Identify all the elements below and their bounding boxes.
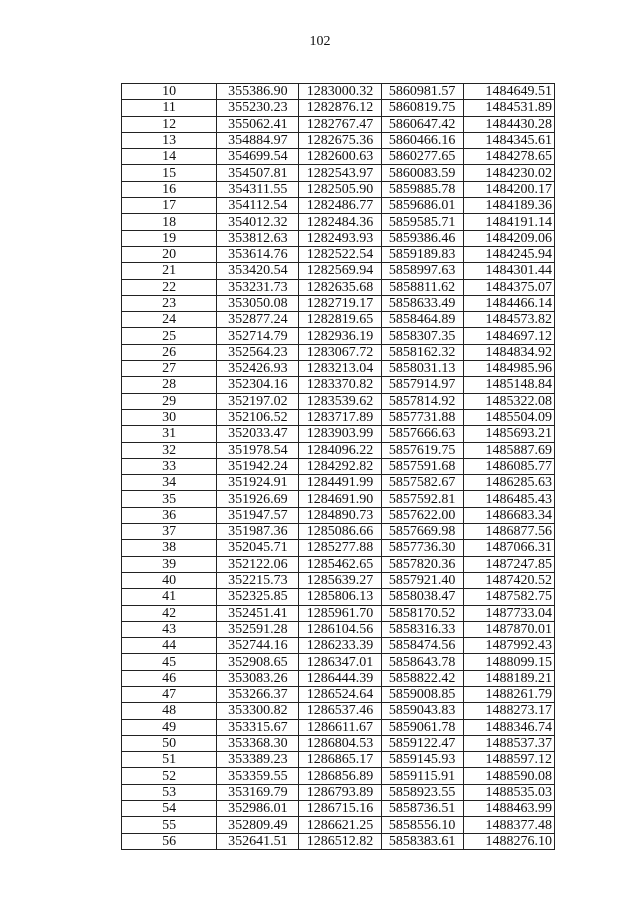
row-index-cell: 27 — [122, 361, 217, 377]
coordinate-cell: 1282936.19 — [299, 328, 381, 344]
coordinate-cell: 5858162.32 — [381, 344, 463, 360]
table-row — [122, 116, 555, 132]
coordinate-cell: 1282719.17 — [299, 295, 381, 311]
row-index-cell: 20 — [122, 246, 217, 262]
coordinate-cell: 1484209.06 — [463, 230, 554, 246]
coordinate-cell: 352451.41 — [217, 605, 299, 621]
row-index-cell: 34 — [122, 475, 217, 491]
coordinate-cell: 1282569.94 — [299, 263, 381, 279]
coordinate-cell: 1286715.16 — [299, 801, 381, 817]
coordinate-cell: 352325.85 — [217, 589, 299, 605]
coordinate-cell: 1286537.46 — [299, 703, 381, 719]
table-row — [122, 214, 555, 230]
coordinates-table — [121, 83, 555, 850]
row-index-cell: 39 — [122, 556, 217, 572]
coordinate-cell: 5860277.65 — [381, 149, 463, 165]
coordinate-cell: 1487992.43 — [463, 638, 554, 654]
coordinate-cell: 1484245.94 — [463, 246, 554, 262]
row-index-cell: 26 — [122, 344, 217, 360]
row-index-cell: 21 — [122, 263, 217, 279]
coordinate-cell: 5858643.78 — [381, 654, 463, 670]
coordinate-cell: 1283370.82 — [299, 377, 381, 393]
coordinate-cell: 1286865.17 — [299, 752, 381, 768]
coordinate-cell: 5858316.33 — [381, 621, 463, 637]
coordinate-cell: 5858307.35 — [381, 328, 463, 344]
coordinate-cell: 1286512.82 — [299, 833, 381, 849]
coordinate-cell: 1283213.04 — [299, 361, 381, 377]
row-index-cell: 41 — [122, 589, 217, 605]
coordinate-cell: 354699.54 — [217, 149, 299, 165]
coordinate-cell: 351947.57 — [217, 507, 299, 523]
row-index-cell: 51 — [122, 752, 217, 768]
row-index-cell: 52 — [122, 768, 217, 784]
coordinate-cell: 352304.16 — [217, 377, 299, 393]
coordinate-cell: 5859115.91 — [381, 768, 463, 784]
coordinate-cell: 351978.54 — [217, 442, 299, 458]
coordinate-cell: 5858822.42 — [381, 670, 463, 686]
coordinate-cell: 1282484.36 — [299, 214, 381, 230]
coordinate-cell: 355386.90 — [217, 84, 299, 100]
coordinate-cell: 5858997.63 — [381, 263, 463, 279]
coordinate-cell: 1284890.73 — [299, 507, 381, 523]
table-row — [122, 654, 555, 670]
coordinate-cell: 1285961.70 — [299, 605, 381, 621]
coordinate-cell: 1286524.64 — [299, 686, 381, 702]
coordinate-cell: 5857591.68 — [381, 458, 463, 474]
coordinate-cell: 354507.81 — [217, 165, 299, 181]
row-index-cell: 54 — [122, 801, 217, 817]
coordinate-cell: 5859885.78 — [381, 181, 463, 197]
coordinate-cell: 1285806.13 — [299, 589, 381, 605]
coordinate-cell: 1484191.14 — [463, 214, 554, 230]
coordinate-cell: 5857820.36 — [381, 556, 463, 572]
row-index-cell: 22 — [122, 279, 217, 295]
row-index-cell: 35 — [122, 491, 217, 507]
coordinate-cell: 5860981.57 — [381, 84, 463, 100]
coordinate-cell: 1286856.89 — [299, 768, 381, 784]
coordinate-cell: 352877.24 — [217, 312, 299, 328]
row-index-cell: 16 — [122, 181, 217, 197]
table-row — [122, 719, 555, 735]
row-index-cell: 37 — [122, 524, 217, 540]
coordinate-cell: 1286621.25 — [299, 817, 381, 833]
table-row — [122, 507, 555, 523]
coordinate-cell: 355062.41 — [217, 116, 299, 132]
coordinate-cell: 1488537.37 — [463, 735, 554, 751]
coordinate-cell: 1283067.72 — [299, 344, 381, 360]
coordinate-cell: 1488346.74 — [463, 719, 554, 735]
coordinate-cell: 1485148.84 — [463, 377, 554, 393]
coordinate-cell: 351987.36 — [217, 524, 299, 540]
coordinate-cell: 1488597.12 — [463, 752, 554, 768]
row-index-cell: 30 — [122, 409, 217, 425]
coordinate-cell: 1286611.67 — [299, 719, 381, 735]
coordinate-cell: 1282819.65 — [299, 312, 381, 328]
table-row — [122, 198, 555, 214]
table-row — [122, 605, 555, 621]
coordinate-cell: 353812.63 — [217, 230, 299, 246]
coordinate-cell: 5858474.56 — [381, 638, 463, 654]
coordinate-cell: 1487870.01 — [463, 621, 554, 637]
row-index-cell: 38 — [122, 540, 217, 556]
table-row — [122, 361, 555, 377]
coordinate-cell: 1286233.39 — [299, 638, 381, 654]
coordinate-cell: 5859145.93 — [381, 752, 463, 768]
coordinate-cell: 5857666.63 — [381, 426, 463, 442]
table-row — [122, 442, 555, 458]
coordinate-cell: 5857592.81 — [381, 491, 463, 507]
table-row — [122, 426, 555, 442]
coordinate-cell: 5857619.75 — [381, 442, 463, 458]
coordinate-cell: 1484301.44 — [463, 263, 554, 279]
coordinate-cell: 351924.91 — [217, 475, 299, 491]
coordinate-cell: 352033.47 — [217, 426, 299, 442]
row-index-cell: 32 — [122, 442, 217, 458]
coordinate-cell: 5857914.97 — [381, 377, 463, 393]
table-row — [122, 524, 555, 540]
table-row — [122, 556, 555, 572]
coordinate-cell: 1283000.32 — [299, 84, 381, 100]
coordinate-cell: 352426.93 — [217, 361, 299, 377]
coordinates-table-body — [122, 84, 555, 850]
table-row — [122, 589, 555, 605]
row-index-cell: 24 — [122, 312, 217, 328]
coordinate-cell: 5859122.47 — [381, 735, 463, 751]
coordinate-cell: 1488535.03 — [463, 784, 554, 800]
page-number: 102 — [309, 34, 331, 49]
coordinate-cell: 352197.02 — [217, 393, 299, 409]
coordinate-cell: 1282505.90 — [299, 181, 381, 197]
coordinate-cell: 1486085.77 — [463, 458, 554, 474]
coordinate-cell: 1283903.99 — [299, 426, 381, 442]
coordinate-cell: 352908.65 — [217, 654, 299, 670]
table-row — [122, 491, 555, 507]
coordinate-cell: 1485693.21 — [463, 426, 554, 442]
coordinate-cell: 1488276.10 — [463, 833, 554, 849]
coordinate-cell: 352809.49 — [217, 817, 299, 833]
coordinate-cell: 353050.08 — [217, 295, 299, 311]
coordinate-cell: 353169.79 — [217, 784, 299, 800]
table-row — [122, 621, 555, 637]
table-row — [122, 801, 555, 817]
table-row — [122, 230, 555, 246]
row-index-cell: 36 — [122, 507, 217, 523]
coordinate-cell: 1286804.53 — [299, 735, 381, 751]
coordinate-cell: 353614.76 — [217, 246, 299, 262]
table-row — [122, 149, 555, 165]
coordinate-cell: 1485322.08 — [463, 393, 554, 409]
coordinate-cell: 5858038.47 — [381, 589, 463, 605]
table-row — [122, 165, 555, 181]
coordinate-cell: 352714.79 — [217, 328, 299, 344]
table-row — [122, 295, 555, 311]
coordinate-cell: 5859189.83 — [381, 246, 463, 262]
coordinate-cell: 1285277.88 — [299, 540, 381, 556]
coordinate-cell: 1282635.68 — [299, 279, 381, 295]
coordinate-cell: 1286793.89 — [299, 784, 381, 800]
row-index-cell: 11 — [122, 100, 217, 116]
coordinate-cell: 354311.55 — [217, 181, 299, 197]
coordinate-cell: 1282522.54 — [299, 246, 381, 262]
coordinate-cell: 1488189.21 — [463, 670, 554, 686]
coordinate-cell: 5858031.13 — [381, 361, 463, 377]
row-index-cell: 55 — [122, 817, 217, 833]
coordinate-cell: 352591.28 — [217, 621, 299, 637]
coordinate-cell: 5860466.16 — [381, 132, 463, 148]
coordinate-cell: 5859008.85 — [381, 686, 463, 702]
row-index-cell: 53 — [122, 784, 217, 800]
row-index-cell: 48 — [122, 703, 217, 719]
coordinate-cell: 354012.32 — [217, 214, 299, 230]
coordinate-cell: 1484531.89 — [463, 100, 554, 116]
table-row — [122, 670, 555, 686]
coordinate-cell: 1282493.93 — [299, 230, 381, 246]
coordinate-cell: 1283539.62 — [299, 393, 381, 409]
coordinate-cell: 1484985.96 — [463, 361, 554, 377]
coordinate-cell: 5858170.52 — [381, 605, 463, 621]
row-index-cell: 40 — [122, 572, 217, 588]
coordinate-cell: 352641.51 — [217, 833, 299, 849]
coordinate-cell: 351926.69 — [217, 491, 299, 507]
table-row — [122, 263, 555, 279]
coordinate-cell: 352215.73 — [217, 572, 299, 588]
coordinate-cell: 5857731.88 — [381, 409, 463, 425]
coordinate-cell: 1486485.43 — [463, 491, 554, 507]
coordinate-cell: 1484430.28 — [463, 116, 554, 132]
table-row — [122, 735, 555, 751]
row-index-cell: 19 — [122, 230, 217, 246]
coordinate-cell: 5859061.78 — [381, 719, 463, 735]
coordinate-cell: 1485887.69 — [463, 442, 554, 458]
coordinate-cell: 5858923.55 — [381, 784, 463, 800]
coordinate-cell: 5858464.89 — [381, 312, 463, 328]
coordinate-cell: 353300.82 — [217, 703, 299, 719]
coordinate-cell: 1282543.97 — [299, 165, 381, 181]
coordinate-cell: 1486877.56 — [463, 524, 554, 540]
row-index-cell: 18 — [122, 214, 217, 230]
coordinate-cell: 5857669.98 — [381, 524, 463, 540]
coordinate-cell: 1484573.82 — [463, 312, 554, 328]
coordinate-cell: 1484834.92 — [463, 344, 554, 360]
table-row — [122, 784, 555, 800]
table-row — [122, 312, 555, 328]
row-index-cell: 45 — [122, 654, 217, 670]
table-row — [122, 703, 555, 719]
row-index-cell: 56 — [122, 833, 217, 849]
coordinate-cell: 5859585.71 — [381, 214, 463, 230]
coordinate-cell: 1488377.48 — [463, 817, 554, 833]
table-row — [122, 475, 555, 491]
row-index-cell: 23 — [122, 295, 217, 311]
coordinate-cell: 1282675.36 — [299, 132, 381, 148]
table-row — [122, 393, 555, 409]
row-index-cell: 44 — [122, 638, 217, 654]
coordinate-cell: 354884.97 — [217, 132, 299, 148]
table-row — [122, 638, 555, 654]
coordinate-cell: 353266.37 — [217, 686, 299, 702]
row-index-cell: 17 — [122, 198, 217, 214]
coordinate-cell: 353315.67 — [217, 719, 299, 735]
row-index-cell: 25 — [122, 328, 217, 344]
coordinate-cell: 1487420.52 — [463, 572, 554, 588]
coordinate-cell: 353231.73 — [217, 279, 299, 295]
coordinate-cell: 5858736.51 — [381, 801, 463, 817]
coordinate-cell: 5859043.83 — [381, 703, 463, 719]
table-row — [122, 540, 555, 556]
coordinate-cell: 5857622.00 — [381, 507, 463, 523]
coordinate-cell: 1487733.04 — [463, 605, 554, 621]
coordinate-cell: 1484278.65 — [463, 149, 554, 165]
row-index-cell: 43 — [122, 621, 217, 637]
coordinate-cell: 1283717.89 — [299, 409, 381, 425]
coordinate-cell: 5860819.75 — [381, 100, 463, 116]
table-row — [122, 181, 555, 197]
row-index-cell: 15 — [122, 165, 217, 181]
coordinate-cell: 1286104.56 — [299, 621, 381, 637]
table-row — [122, 752, 555, 768]
coordinate-cell: 353368.30 — [217, 735, 299, 751]
coordinate-cell: 1286347.01 — [299, 654, 381, 670]
table-row — [122, 246, 555, 262]
row-index-cell: 28 — [122, 377, 217, 393]
coordinate-cell: 1484375.07 — [463, 279, 554, 295]
row-index-cell: 50 — [122, 735, 217, 751]
coordinate-cell: 1486285.63 — [463, 475, 554, 491]
table-row — [122, 132, 555, 148]
coordinate-cell: 1284292.82 — [299, 458, 381, 474]
row-index-cell: 33 — [122, 458, 217, 474]
coordinate-cell: 351942.24 — [217, 458, 299, 474]
table-row — [122, 409, 555, 425]
table-row — [122, 817, 555, 833]
table-row — [122, 100, 555, 116]
coordinate-cell: 1282876.12 — [299, 100, 381, 116]
table-row — [122, 377, 555, 393]
row-index-cell: 10 — [122, 84, 217, 100]
coordinate-cell: 1284691.90 — [299, 491, 381, 507]
coordinate-cell: 1488273.17 — [463, 703, 554, 719]
coordinate-cell: 1484697.12 — [463, 328, 554, 344]
coordinate-cell: 353359.55 — [217, 768, 299, 784]
coordinate-cell: 353083.26 — [217, 670, 299, 686]
coordinate-cell: 1488590.08 — [463, 768, 554, 784]
coordinate-cell: 1284096.22 — [299, 442, 381, 458]
table-row — [122, 768, 555, 784]
row-index-cell: 47 — [122, 686, 217, 702]
coordinate-cell: 352986.01 — [217, 801, 299, 817]
coordinate-cell: 5860083.59 — [381, 165, 463, 181]
coordinate-cell: 5858811.62 — [381, 279, 463, 295]
table-row — [122, 572, 555, 588]
coordinate-cell: 352744.16 — [217, 638, 299, 654]
coordinate-cell: 1486683.34 — [463, 507, 554, 523]
row-index-cell: 13 — [122, 132, 217, 148]
coordinate-cell: 1487247.85 — [463, 556, 554, 572]
row-index-cell: 49 — [122, 719, 217, 735]
coordinate-cell: 1488099.15 — [463, 654, 554, 670]
coordinate-cell: 5859686.01 — [381, 198, 463, 214]
coordinate-cell: 1487582.75 — [463, 589, 554, 605]
row-index-cell: 14 — [122, 149, 217, 165]
coordinate-cell: 1487066.31 — [463, 540, 554, 556]
coordinate-cell: 352106.52 — [217, 409, 299, 425]
coordinate-cell: 5857582.67 — [381, 475, 463, 491]
coordinate-cell: 1285086.66 — [299, 524, 381, 540]
coordinate-cell: 1285462.65 — [299, 556, 381, 572]
row-index-cell: 29 — [122, 393, 217, 409]
coordinate-cell: 1484345.61 — [463, 132, 554, 148]
coordinate-cell: 352045.71 — [217, 540, 299, 556]
coordinate-cell: 1484189.36 — [463, 198, 554, 214]
coordinate-cell: 1484649.51 — [463, 84, 554, 100]
coordinate-cell: 353420.54 — [217, 263, 299, 279]
coordinate-cell: 353389.23 — [217, 752, 299, 768]
coordinate-cell: 1485504.09 — [463, 409, 554, 425]
coordinate-cell: 1484200.17 — [463, 181, 554, 197]
row-index-cell: 31 — [122, 426, 217, 442]
coordinate-cell: 1284491.99 — [299, 475, 381, 491]
coordinate-cell: 1282600.63 — [299, 149, 381, 165]
table-row — [122, 686, 555, 702]
coordinate-cell: 5857736.30 — [381, 540, 463, 556]
coordinate-cell: 5857814.92 — [381, 393, 463, 409]
coordinate-cell: 5858383.61 — [381, 833, 463, 849]
coordinate-cell: 5860647.42 — [381, 116, 463, 132]
coordinate-cell: 1488261.79 — [463, 686, 554, 702]
coordinate-cell: 1282486.77 — [299, 198, 381, 214]
coordinate-cell: 5859386.46 — [381, 230, 463, 246]
table-row — [122, 328, 555, 344]
coordinate-cell: 1285639.27 — [299, 572, 381, 588]
coordinate-cell: 1282767.47 — [299, 116, 381, 132]
coordinate-cell: 1484230.02 — [463, 165, 554, 181]
row-index-cell: 46 — [122, 670, 217, 686]
table-row — [122, 458, 555, 474]
row-index-cell: 12 — [122, 116, 217, 132]
table-row — [122, 833, 555, 849]
coordinate-cell: 5858633.49 — [381, 295, 463, 311]
coordinate-cell: 1484466.14 — [463, 295, 554, 311]
coordinate-cell: 354112.54 — [217, 198, 299, 214]
table-row — [122, 84, 555, 100]
row-index-cell: 42 — [122, 605, 217, 621]
coordinate-cell: 5858556.10 — [381, 817, 463, 833]
coordinate-cell: 355230.23 — [217, 100, 299, 116]
coordinate-cell: 352564.23 — [217, 344, 299, 360]
coordinate-cell: 1488463.99 — [463, 801, 554, 817]
coordinate-cell: 352122.06 — [217, 556, 299, 572]
coordinate-cell: 5857921.40 — [381, 572, 463, 588]
coordinate-cell: 1286444.39 — [299, 670, 381, 686]
table-row — [122, 279, 555, 295]
table-row — [122, 344, 555, 360]
